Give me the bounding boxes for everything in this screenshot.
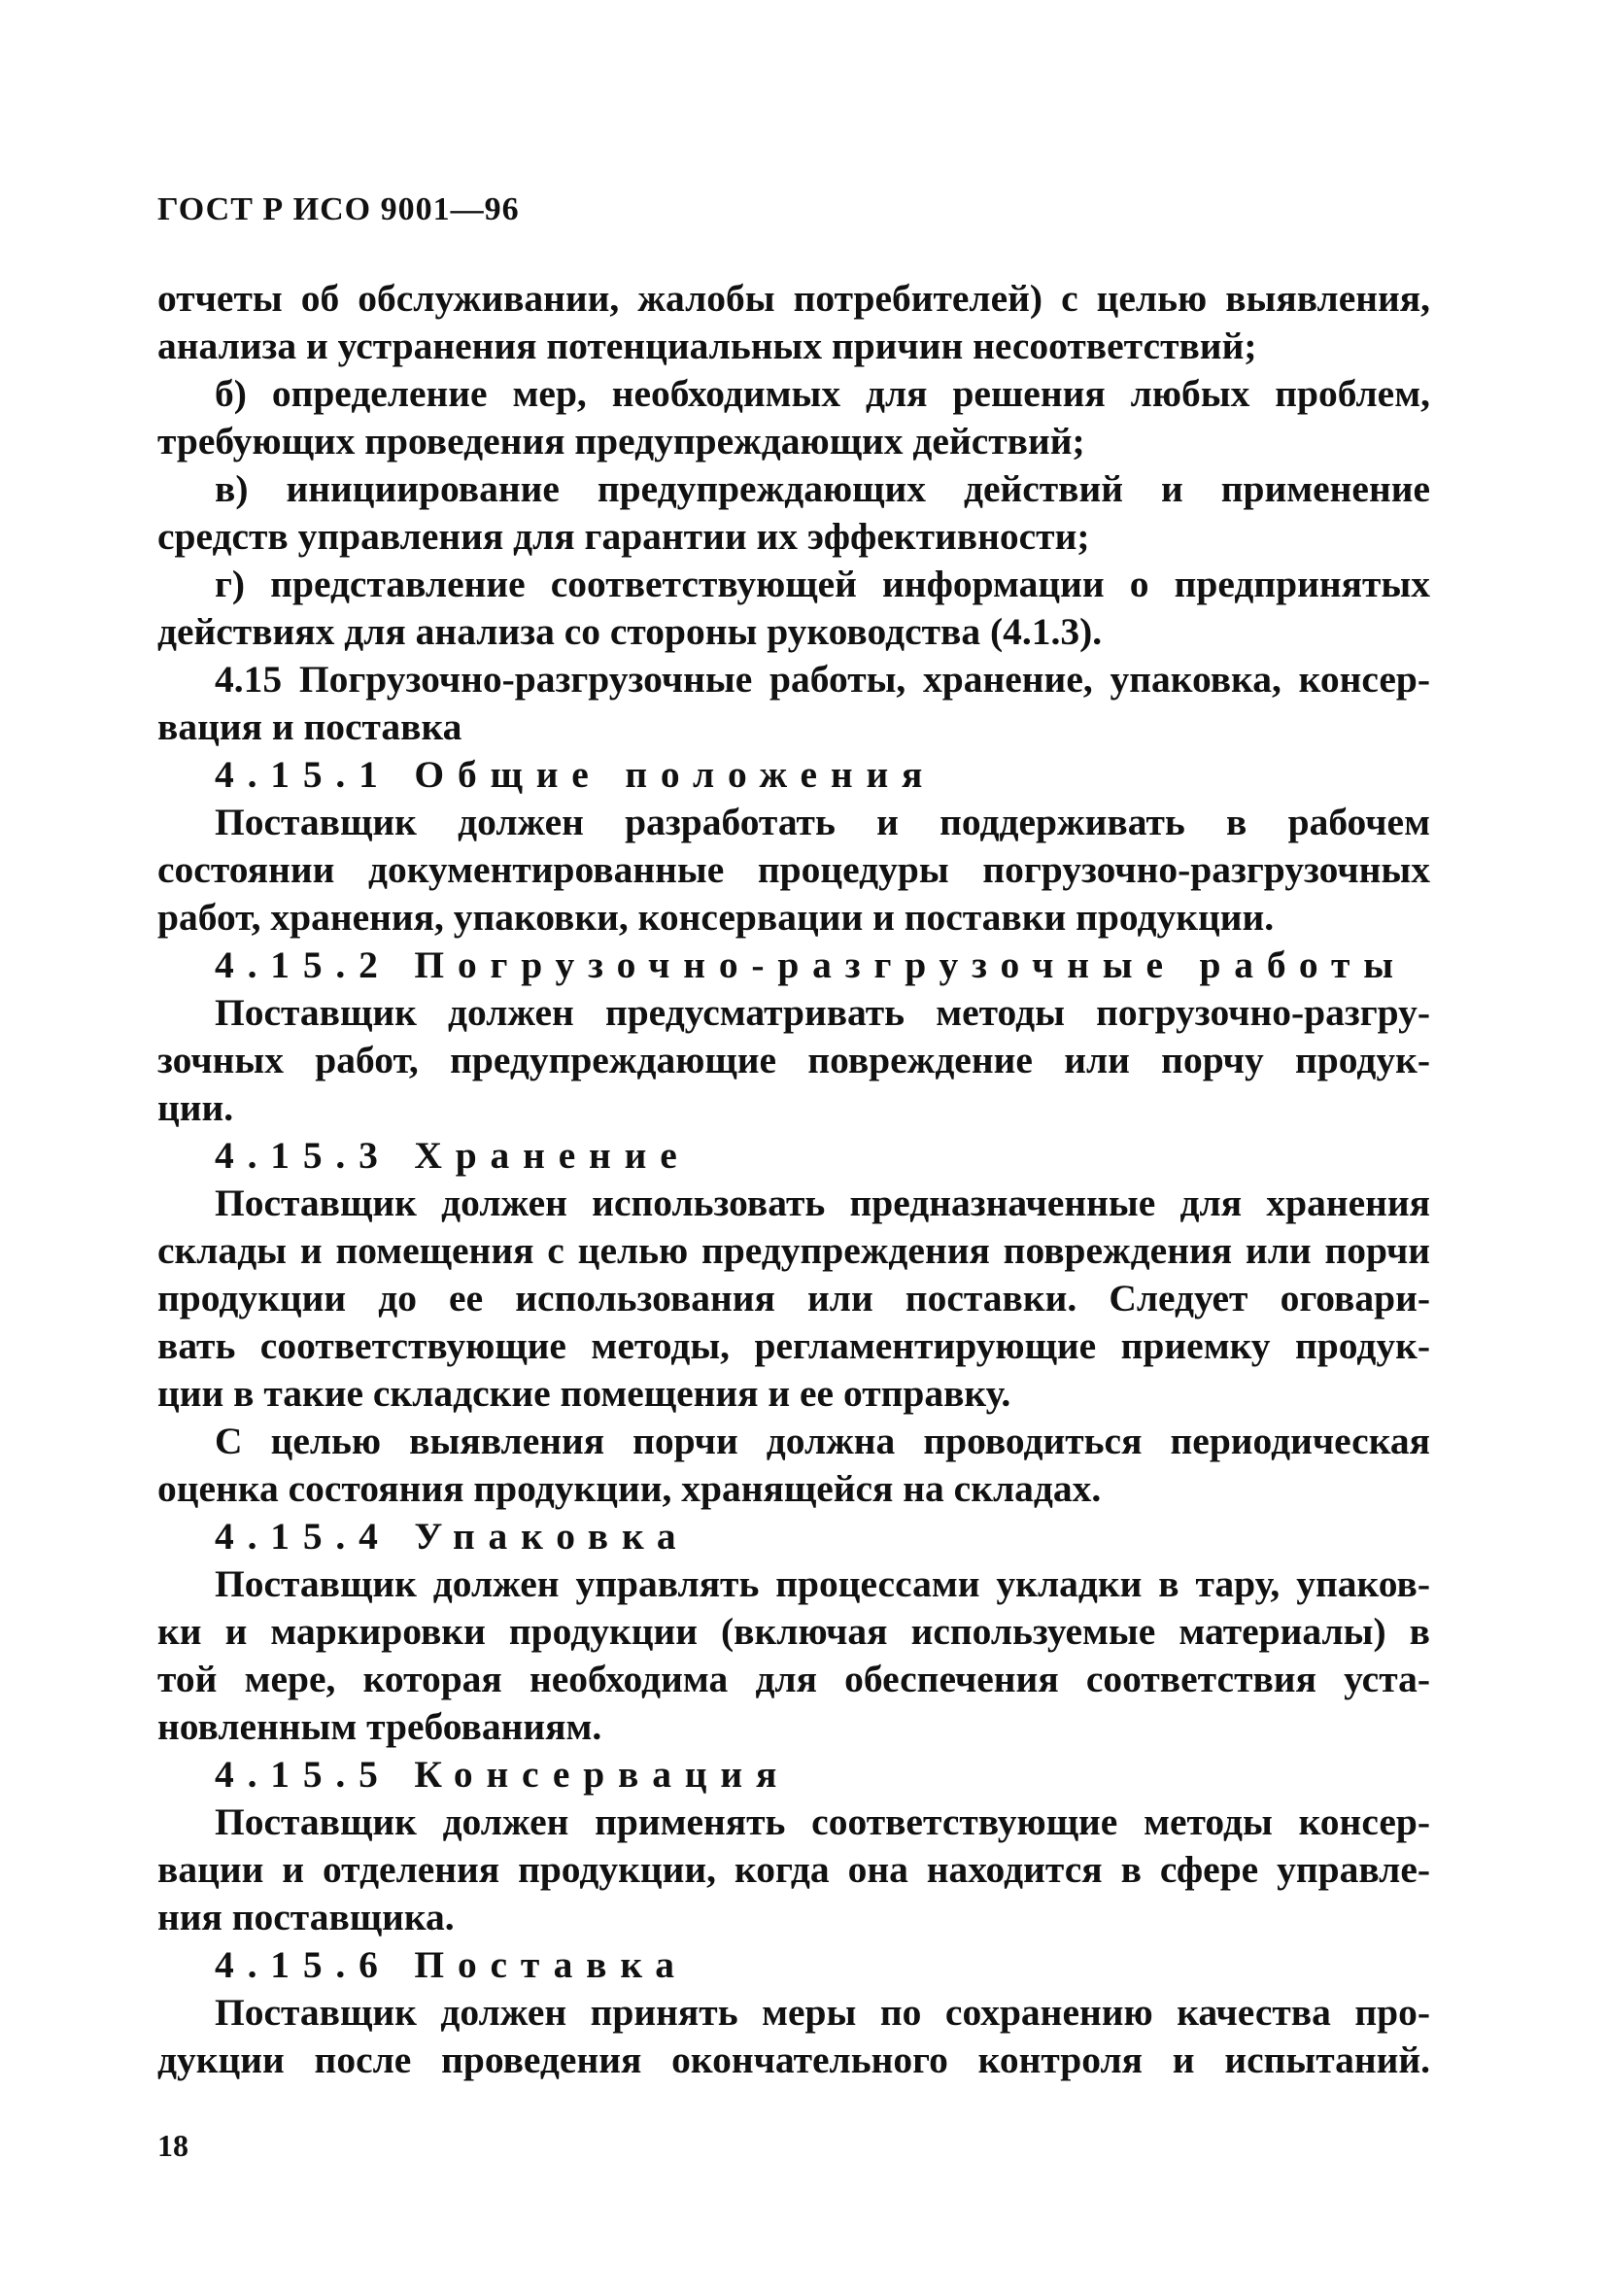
text-line: новленным требованиям.	[157, 1705, 602, 1748]
text-line: Поставщик должен принять меры по сохранению качества про-	[215, 1991, 1430, 2034]
text-line: той мере, которая необходима для обеспечения соответствия уста-	[157, 1658, 1430, 1700]
text-line: Поставщик должен предусматривать методы погрузочно-разгру-	[215, 991, 1430, 1034]
subsection-heading: 4.15.5 Консервация	[215, 1753, 791, 1796]
text-line: действиях для анализа со стороны руководства (4.1.3).	[157, 610, 1103, 653]
subsection-heading: 4.15.4 Упаковка	[215, 1515, 690, 1558]
text-line: Поставщик должен использовать предназначенные для хранения	[215, 1182, 1430, 1224]
text-line: продукции до ее использования или поставки. Следует оговари-	[157, 1277, 1430, 1319]
text-line: склады и помещения с целью предупреждения повреждения или порчи	[157, 1229, 1430, 1272]
text-line: дукции после проведения окончательного контроля и испытаний.	[157, 2039, 1430, 2081]
text-line: ния поставщика.	[157, 1896, 455, 1938]
text-line: ки и маркировки продукции (включая используемые материалы) в	[157, 1610, 1430, 1653]
text-line: требующих проведения предупреждающих действий;	[157, 420, 1085, 463]
text-line: работ, хранения, упаковки, консервации и поставки продукции.	[157, 896, 1275, 939]
subsection-heading: 4.15.2 Погрузочно-разгрузочные работы	[215, 943, 1407, 986]
text-line: С целью выявления порчи должна проводиться периодическая	[215, 1420, 1430, 1462]
text-line: в) инициирование предупреждающих действий и применение	[215, 467, 1430, 510]
text-line: г) представление соответствующей информации о предпринятых	[215, 563, 1430, 605]
subsection-heading: 4.15.1 Общие положения	[215, 753, 937, 796]
text-line: Поставщик должен применять соответствующие методы консер-	[215, 1800, 1430, 1843]
text-line: ции в такие складские помещения и ее отправку.	[157, 1372, 1011, 1415]
subsection-heading: 4.15.6 Поставка	[215, 1943, 688, 1986]
text-line: отчеты об обслуживании, жалобы потребителей) с целью выявления,	[157, 277, 1430, 320]
section-heading: вация и поставка	[157, 705, 462, 748]
document-header: ГОСТ Р ИСО 9001—96	[157, 191, 520, 227]
text-line: ции.	[157, 1086, 234, 1129]
section-heading: 4.15 Погрузочно-разгрузочные работы, хранение, упаковка, консер-	[215, 658, 1430, 701]
text-line: б) определение мер, необходимых для решения любых проблем,	[215, 372, 1430, 415]
text-line: состоянии документированные процедуры погрузочно-разгрузочных	[157, 848, 1430, 891]
page-number: 18	[157, 2128, 188, 2163]
text-line: средств управления для гарантии их эффективности;	[157, 515, 1090, 558]
text-line: Поставщик должен разработать и поддерживать в рабочем	[215, 801, 1430, 843]
text-line: вации и отделения продукции, когда она находится в сфере управле-	[157, 1848, 1430, 1891]
text-line: зочных работ, предупреждающие повреждение или порчу продук-	[157, 1039, 1430, 1081]
text-line: вать соответствующие методы, регламентирующие приемку продук-	[157, 1324, 1430, 1367]
text-line: оценка состояния продукции, хранящейся на складах.	[157, 1467, 1102, 1510]
text-line: анализа и устранения потенциальных причин несоответствий;	[157, 325, 1257, 367]
document-body	[157, 275, 1430, 2084]
subsection-heading: 4.15.3 Хранение	[215, 1134, 691, 1177]
text-line: Поставщик должен управлять процессами укладки в тару, упаков-	[215, 1562, 1430, 1605]
